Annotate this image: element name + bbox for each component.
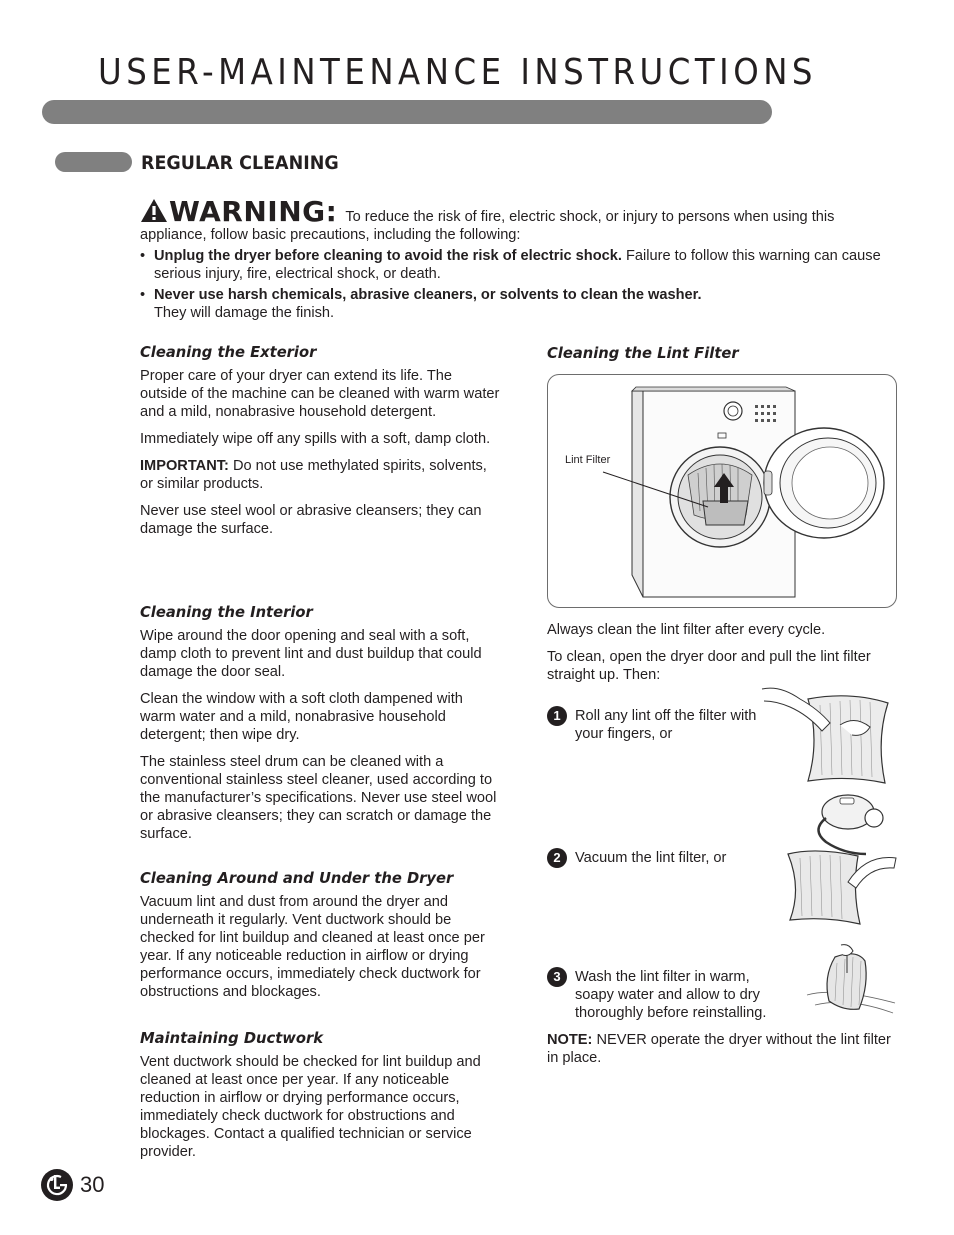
- important-label: IMPORTANT:: [140, 458, 229, 474]
- warning-triangle-icon: [140, 198, 168, 223]
- step-text: Wash the lint filter in warm, soapy water and allow to dry thoroughly before reinstalling.: [575, 969, 767, 1021]
- note-label: NOTE:: [547, 1032, 593, 1048]
- warning-label: WARNING:: [169, 195, 338, 228]
- step-text: Vacuum the lint filter, or: [575, 850, 727, 866]
- lint-step: [547, 968, 785, 1022]
- warning-bullet-bold: Unplug the dryer before cleaning to avoid the risk of electric shock.: [154, 248, 622, 264]
- step-text: Roll any lint off the filter with your fingers, or: [575, 708, 757, 742]
- note-text: NEVER operate the dryer without the lint filter in place.: [547, 1032, 891, 1066]
- page-title: USER-MAINTENANCE INSTRUCTIONS: [98, 52, 818, 93]
- around-paragraph: Vacuum lint and dust from around the dryer and underneath it regularly. Vent ductwork should be checked for lint buildup and cleaned at least once per year. If any noticeable reduction in airflow or drying performance occurs, immediately check ductwork for obstructions and blockages.: [140, 894, 485, 1000]
- section-pill: [55, 152, 132, 172]
- lint-heading: Cleaning the Lint Filter: [547, 344, 739, 362]
- lint-heading-wrap: [547, 344, 897, 368]
- lint-step: [547, 707, 785, 743]
- warning-bullet-text: Failure to follow this warning can cause serious injury, fire, electrical shock, or death.: [154, 248, 881, 282]
- header-bar: [42, 100, 772, 124]
- lint-instructions: [547, 621, 897, 693]
- warning-bullet-text: They will damage the finish.: [154, 305, 335, 321]
- interior-paragraph: The stainless steel drum can be cleaned with a conventional stainless steel cleaner, used according to the manufacturer’s specifications. Never use steel wool or abrasive cleansers; they can scratch or damage the surface.: [140, 754, 497, 842]
- exterior-paragraph: Immediately wipe off any spills with a soft, damp cloth.: [140, 431, 491, 447]
- ductwork-heading: Maintaining Ductwork: [140, 1029, 324, 1047]
- section-title: REGULAR CLEANING: [141, 152, 339, 174]
- exterior-section: [140, 343, 500, 547]
- lint-filter-label: Lint Filter: [565, 454, 611, 466]
- step-number: 3: [547, 967, 567, 987]
- warning-bullet: [140, 286, 890, 322]
- warning-bullet: [140, 247, 890, 283]
- lg-logo-icon: [40, 1168, 74, 1202]
- ductwork-section: [140, 1029, 500, 1170]
- warning-bullet-bold: Never use harsh chemicals, abrasive cleaners, or solvents to clean the washer.: [154, 287, 702, 303]
- filter-vacuum-illustration: [786, 792, 898, 927]
- around-section: [140, 869, 500, 1010]
- warning-block: [140, 195, 890, 322]
- note-paragraph: [547, 1031, 897, 1067]
- dryer-illustration: [548, 375, 896, 607]
- lint-paragraph: Always clean the lint filter after every cycle.: [547, 622, 826, 638]
- warning-intro: To reduce the risk of fire, electric shock, or injury to persons when using this appliance, follow basic precautions, including the following:: [140, 209, 835, 243]
- exterior-paragraph: Never use steel wool or abrasive cleansers; they can damage the surface.: [140, 503, 482, 537]
- ductwork-paragraph: Vent ductwork should be checked for lint buildup and cleaned at least once per year. If any noticeable reduction in airflow or drying performance occurs, immediately check ductwork for obstructions and blockages. Contact a qualified technician or service provider.: [140, 1054, 481, 1160]
- warning-intro-line: [140, 195, 890, 244]
- filter-wash-illustration: [805, 943, 897, 1018]
- exterior-heading: Cleaning the Exterior: [140, 343, 317, 361]
- step-number: 1: [547, 706, 567, 726]
- around-heading: Cleaning Around and Under the Dryer: [140, 869, 454, 887]
- lint-note: [547, 1031, 897, 1076]
- interior-section: [140, 603, 500, 852]
- interior-paragraph: Clean the window with a soft cloth dampened with warm water and a mild, nonabrasive household detergent; then wipe dry.: [140, 691, 463, 743]
- filter-roll-illustration: [760, 685, 895, 790]
- exterior-paragraph: Proper care of your dryer can extend its life. The outside of the machine can be cleaned with warm water and a mild, nonabrasive household detergent.: [140, 368, 500, 420]
- warning-heading: [140, 195, 338, 228]
- lint-paragraph: To clean, open the dryer door and pull the lint filter straight up. Then:: [547, 649, 871, 683]
- lint-step: [547, 849, 785, 867]
- important-text: Do not use methylated spirits, solvents, or similar products.: [140, 458, 487, 492]
- step-number: 2: [547, 848, 567, 868]
- dryer-figure: [547, 374, 897, 608]
- exterior-important: [140, 457, 500, 493]
- interior-paragraph: Wipe around the door opening and seal with a soft, damp cloth to prevent lint and dust buildup that could damage the door seal.: [140, 628, 482, 680]
- interior-heading: Cleaning the Interior: [140, 603, 313, 621]
- page-number: 30: [80, 1172, 105, 1197]
